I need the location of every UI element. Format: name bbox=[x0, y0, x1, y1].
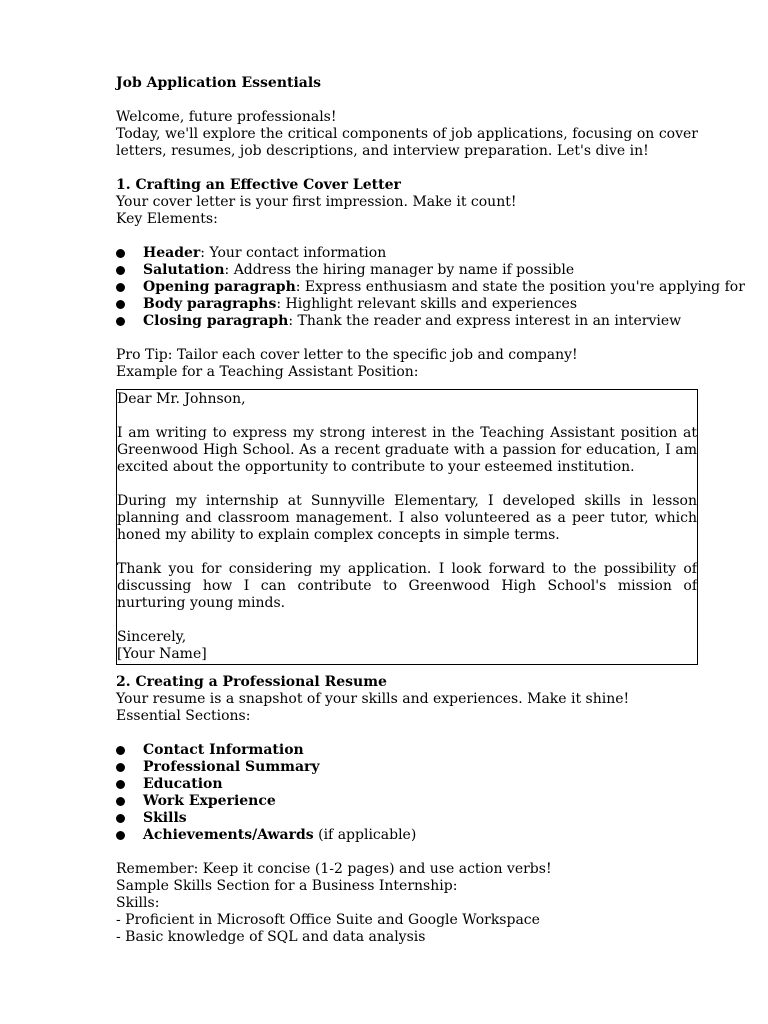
list-item: Salutation: Address the hiring manager by name if possible bbox=[116, 262, 698, 279]
bullet-icon bbox=[116, 780, 125, 789]
resume-reminder: Remember: Keep it concise (1-2 pages) and use action verbs! bbox=[116, 861, 552, 877]
letter-paragraph-3: Thank you for considering my application. I look forward to the possibility of discussing how I can contribute to Greenwood High School's mission of nurturing young minds. bbox=[117, 561, 697, 611]
resume-heading: 2. Creating a Professional Resume bbox=[116, 674, 387, 690]
bullet-icon bbox=[116, 814, 125, 823]
resume-lead: Your resume is a snapshot of your skills and experiences. Make it shine! bbox=[116, 691, 630, 707]
list-item: Skills bbox=[116, 810, 698, 827]
essential-sections-label: Essential Sections: bbox=[116, 708, 251, 724]
bullet-icon bbox=[116, 317, 125, 326]
example-letter-box bbox=[116, 389, 698, 665]
document-title: Job Application Essentials bbox=[116, 75, 322, 91]
list-item: Closing paragraph: Thank the reader and express interest in an interview bbox=[116, 313, 698, 330]
list-item: Education bbox=[116, 776, 698, 793]
list-item: Achievements/Awards (if applicable) bbox=[116, 827, 698, 844]
bullet-icon bbox=[116, 249, 125, 258]
bullet-icon bbox=[116, 797, 125, 806]
letter-signature: [Your Name] bbox=[117, 646, 207, 662]
sample-skills-label: Sample Skills Section for a Business Internship: bbox=[116, 878, 458, 894]
list-item: Header: Your contact information bbox=[116, 245, 698, 262]
cover-letter-lead: Your cover letter is your first impression. Make it count! bbox=[116, 194, 517, 210]
intro-text: Today, we'll explore the critical components of job applications, focusing on cover letters, resumes, job descriptions, and interview preparation. Let's dive in! bbox=[116, 126, 698, 159]
letter-salutation: Dear Mr. Johnson, bbox=[117, 391, 246, 407]
letter-paragraph-2: During my internship at Sunnyville Elementary, I developed skills in lesson planning and classroom management. I also volunteered as a peer tutor, which honed my ability to explain complex concepts in simple terms. bbox=[117, 493, 697, 543]
pro-tip: Pro Tip: Tailor each cover letter to the specific job and company! bbox=[116, 347, 578, 363]
bullet-icon bbox=[116, 763, 125, 772]
list-item: Professional Summary bbox=[116, 759, 698, 776]
skill-item-1: - Proficient in Microsoft Office Suite and Google Workspace bbox=[116, 912, 540, 928]
cover-letter-heading: 1. Crafting an Effective Cover Letter bbox=[116, 177, 401, 193]
list-item: Body paragraphs: Highlight relevant skills and experiences bbox=[116, 296, 698, 313]
example-label: Example for a Teaching Assistant Position: bbox=[116, 364, 419, 380]
bullet-icon bbox=[116, 266, 125, 275]
bullet-icon bbox=[116, 283, 125, 292]
document-content bbox=[116, 75, 745, 946]
essential-sections-list bbox=[116, 742, 698, 844]
letter-paragraph-1: I am writing to express my strong interest in the Teaching Assistant position at Greenwood High School. As a recent graduate with a passion for education, I am excited about the opportunity to contribute to your esteemed institution. bbox=[117, 425, 697, 475]
skills-label: Skills: bbox=[116, 895, 160, 911]
intro-greeting: Welcome, future professionals! bbox=[116, 109, 337, 125]
bullet-icon bbox=[116, 746, 125, 755]
key-elements-list bbox=[116, 245, 745, 330]
list-item: Work Experience bbox=[116, 793, 698, 810]
key-elements-label: Key Elements: bbox=[116, 211, 218, 227]
skill-item-2: - Basic knowledge of SQL and data analysis bbox=[116, 929, 426, 945]
letter-closing: Sincerely, bbox=[117, 629, 187, 645]
bullet-icon bbox=[116, 831, 125, 840]
list-item: Opening paragraph: Express enthusiasm and state the position you're applying for bbox=[116, 279, 698, 296]
list-item: Contact Information bbox=[116, 742, 698, 759]
bullet-icon bbox=[116, 300, 125, 309]
